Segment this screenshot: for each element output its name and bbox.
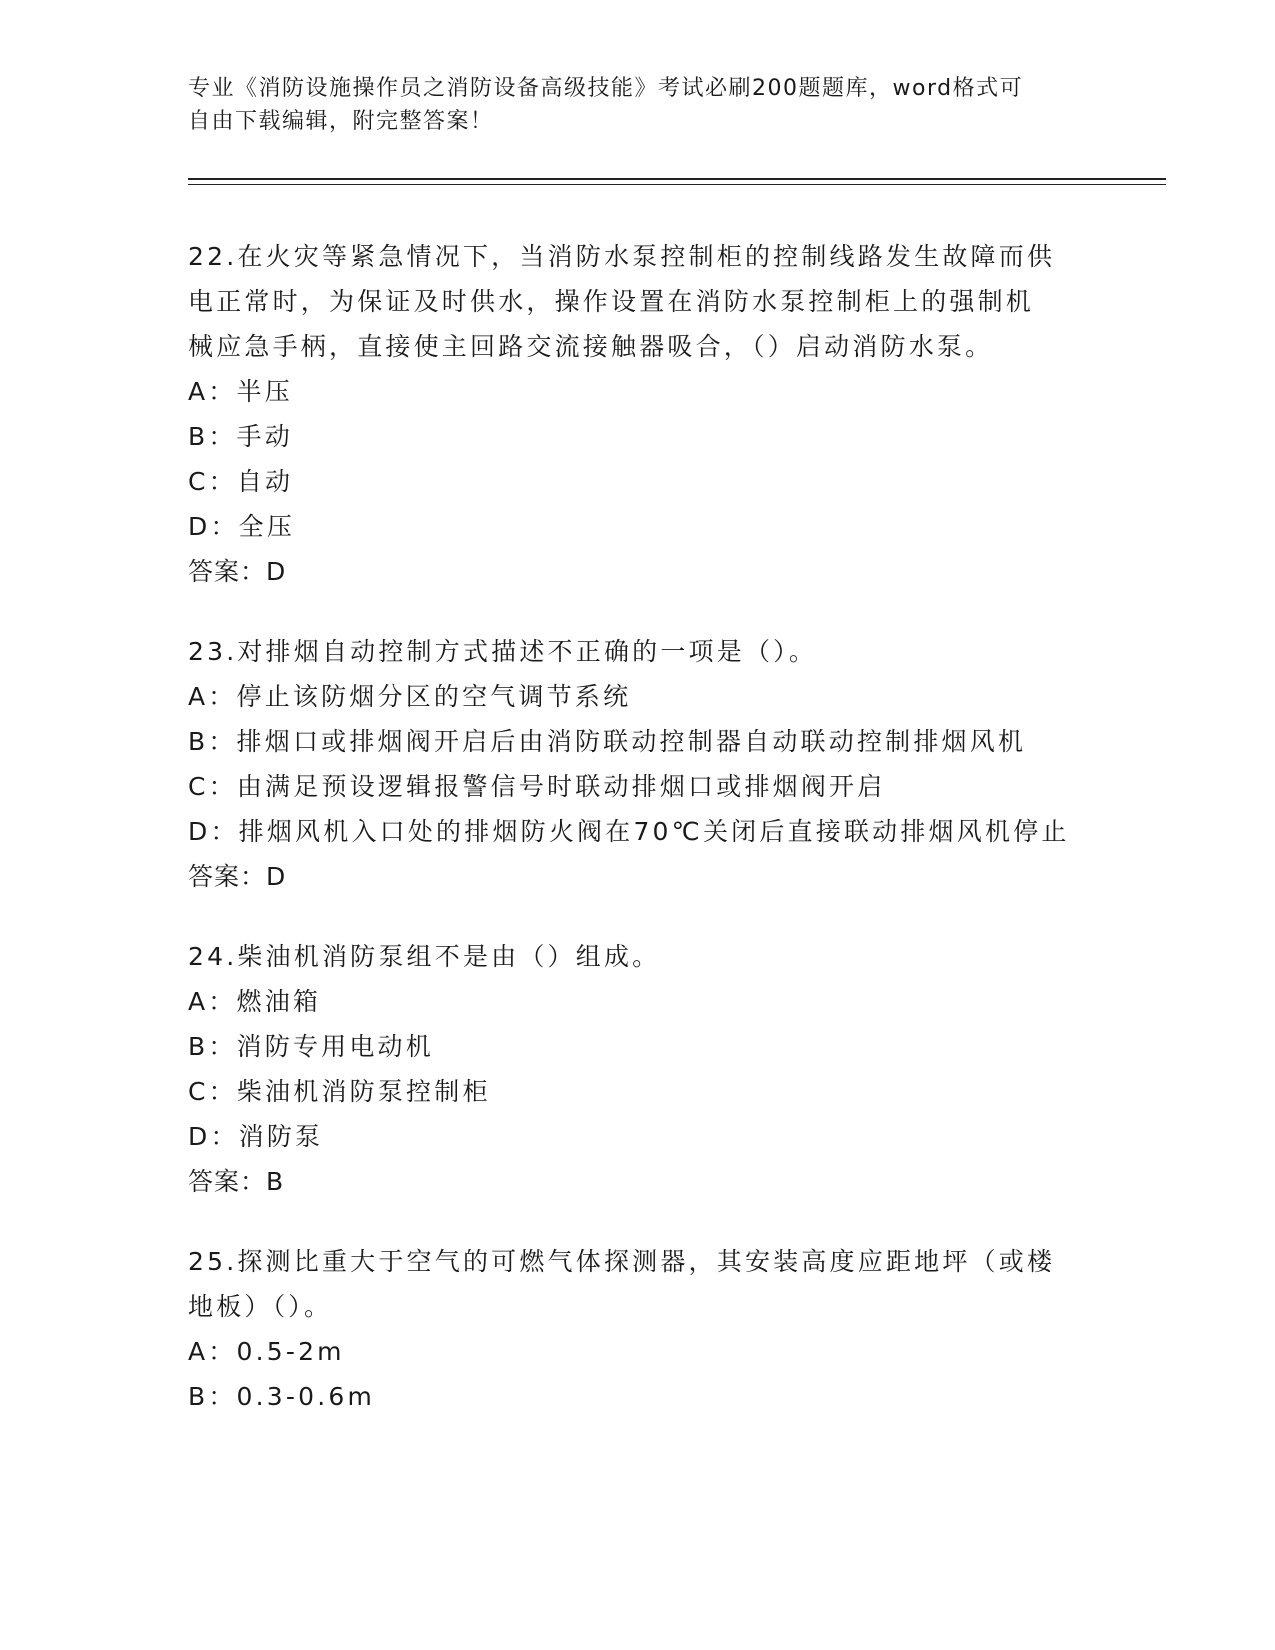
answer: 答案：D bbox=[188, 862, 287, 891]
stem-line: 24.柴油机消防泵组不是由（）组成。 bbox=[188, 942, 661, 971]
option-c: C：柴油机消防泵控制柜 bbox=[188, 1077, 491, 1106]
option-list bbox=[188, 369, 1088, 549]
stem-line: 电正常时，为保证及时供水，操作设置在消防水泵控制柜上的强制机 bbox=[188, 287, 1035, 316]
option-c: C：自动 bbox=[188, 467, 294, 496]
answer: 答案：D bbox=[188, 557, 287, 586]
question-stem bbox=[188, 1239, 1088, 1329]
stem-line: 23.对排烟自动控制方式描述不正确的一项是（）。 bbox=[188, 637, 818, 666]
option-list bbox=[188, 1329, 1088, 1419]
option-list bbox=[188, 979, 1088, 1159]
stem-line: 25.探测比重大于空气的可燃气体探测器，其安装高度应距地坪（或楼 bbox=[188, 1247, 1056, 1276]
stem-line: 械应急手柄，直接使主回路交流接触器吸合，（）启动消防水泵。 bbox=[188, 332, 994, 361]
option-a: A：停止该防烟分区的空气调节系统 bbox=[188, 682, 632, 711]
option-a: A：燃油箱 bbox=[188, 987, 322, 1016]
option-b: B：手动 bbox=[188, 422, 293, 451]
option-d: D：排烟风机入口处的排烟防火阀在70℃关闭后直接联动排烟风机停止 bbox=[188, 817, 1070, 846]
option-d: D：全压 bbox=[188, 512, 296, 541]
question-23 bbox=[188, 629, 1088, 900]
option-d: D：消防泵 bbox=[188, 1122, 324, 1151]
header-title-line-1: 专业《消防设施操作员之消防设备高级技能》考试必刷200题题库，word格式可 bbox=[188, 76, 1024, 101]
option-list bbox=[188, 674, 1088, 854]
question-22 bbox=[188, 234, 1088, 595]
document-header bbox=[188, 72, 1088, 138]
question-stem bbox=[188, 934, 1088, 979]
option-c: C：由满足预设逻辑报警信号时联动排烟口或排烟阀开启 bbox=[188, 772, 886, 801]
question-stem bbox=[188, 629, 1088, 674]
header-divider-thick bbox=[188, 178, 1166, 180]
question-25 bbox=[188, 1239, 1088, 1419]
option-a: A：0.5-2m bbox=[188, 1337, 345, 1366]
option-a: A：半压 bbox=[188, 377, 293, 406]
question-list bbox=[188, 234, 1088, 1453]
question-24 bbox=[188, 934, 1088, 1205]
answer: 答案：B bbox=[188, 1167, 285, 1196]
header-title-line-2: 自由下载编辑，附完整答案！ bbox=[188, 109, 494, 134]
option-b: B：0.3-0.6m bbox=[188, 1382, 376, 1411]
stem-line: 地板）（）。 bbox=[188, 1292, 333, 1321]
header-divider-thin bbox=[188, 184, 1166, 185]
option-b: B：排烟口或排烟阀开启后由消防联动控制器自动联动控制排烟风机 bbox=[188, 727, 1027, 756]
question-stem bbox=[188, 234, 1088, 369]
stem-line: 22.在火灾等紧急情况下，当消防水泵控制柜的控制线路发生故障而供 bbox=[188, 242, 1056, 271]
option-b: B：消防专用电动机 bbox=[188, 1032, 434, 1061]
